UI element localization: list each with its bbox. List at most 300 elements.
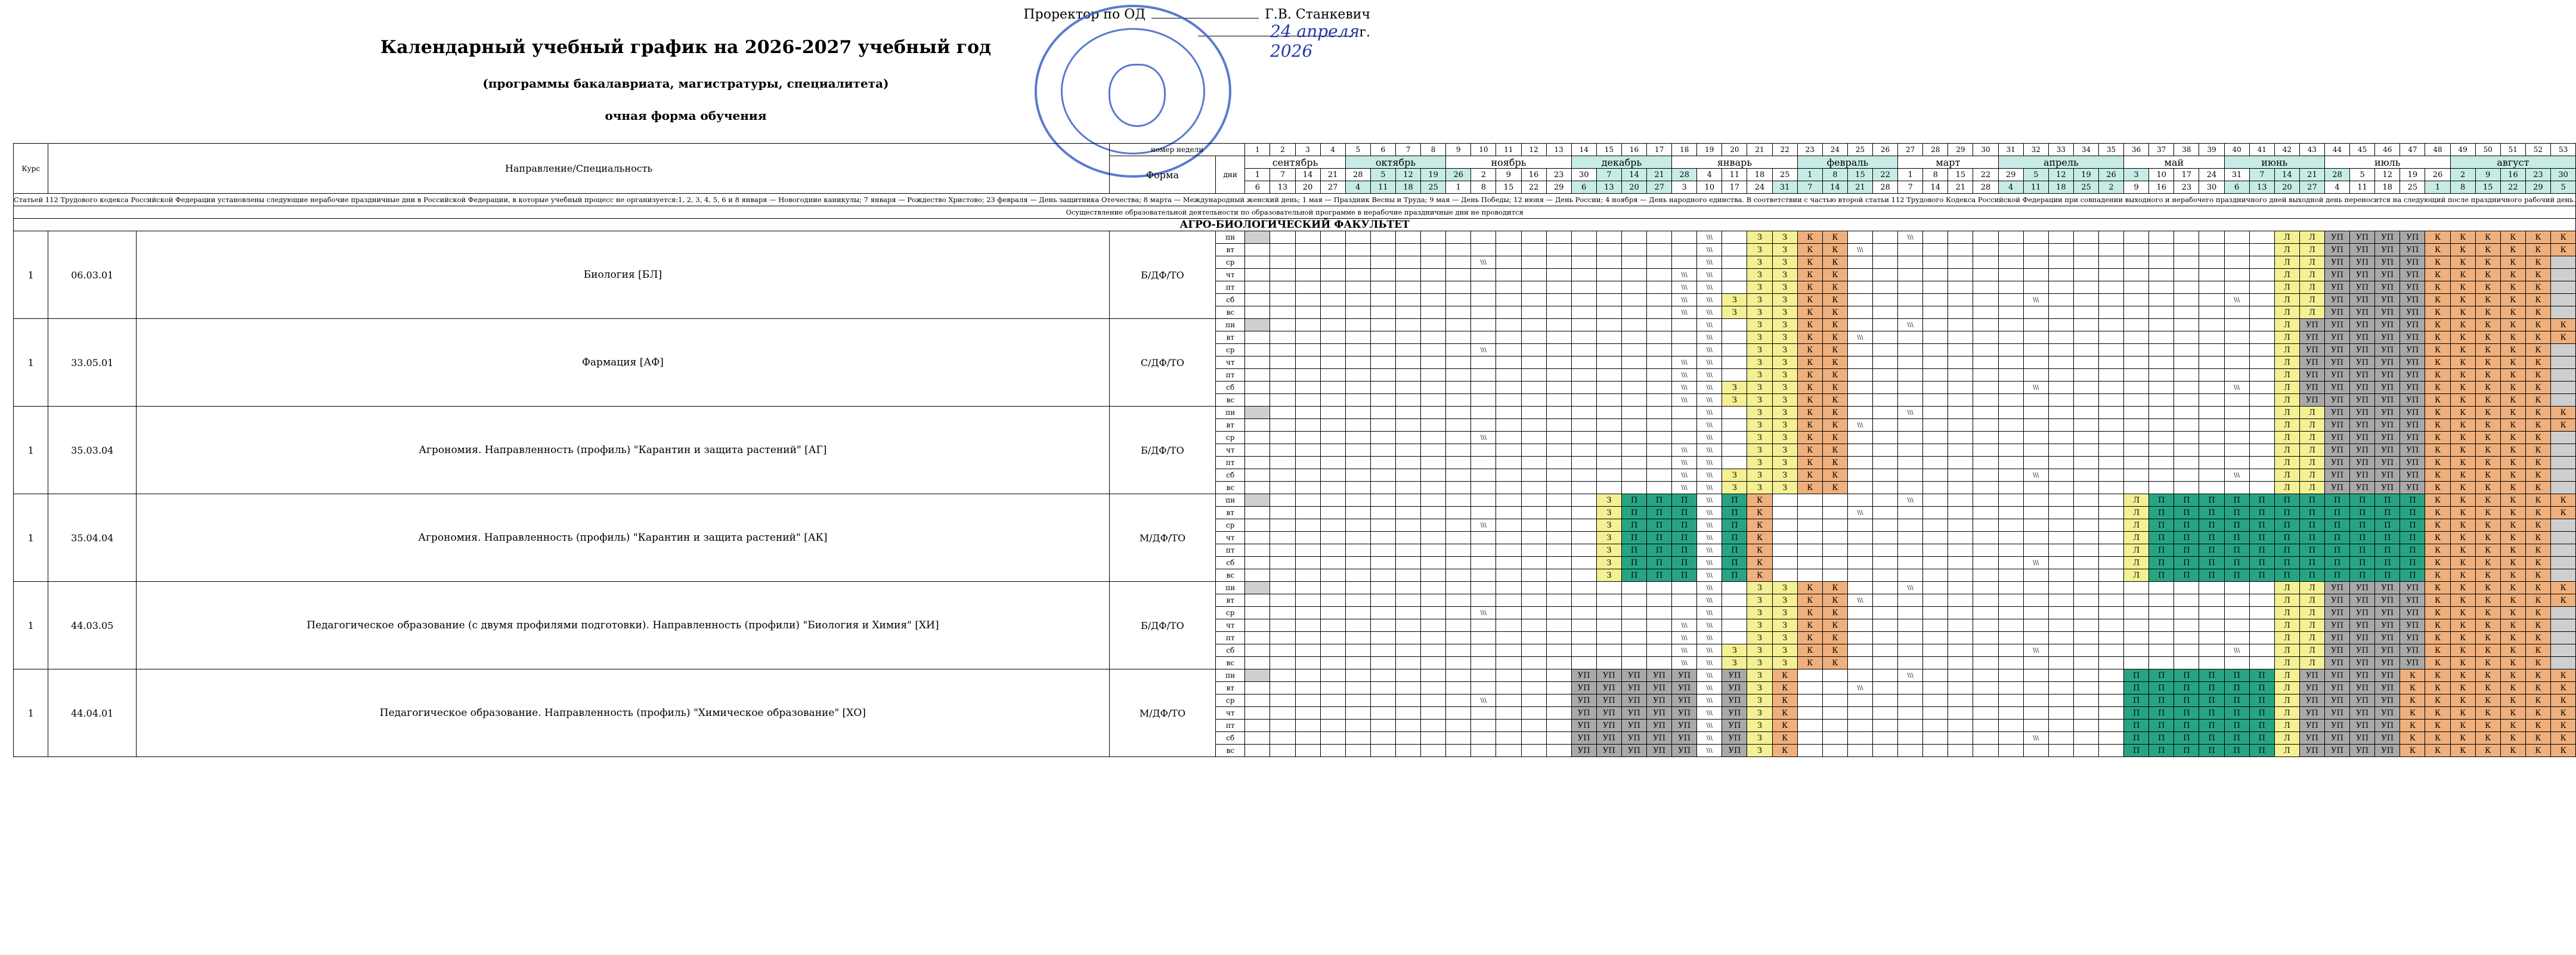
- week-start-day: 21: [1647, 169, 1672, 181]
- vacation-cell: К: [2475, 444, 2500, 457]
- edu-practice-cell: УП: [2325, 669, 2350, 682]
- empty-cell: [1421, 657, 1446, 669]
- empty-cell: [1270, 594, 1295, 607]
- empty-cell: [1446, 745, 1471, 757]
- empty-cell: [1521, 594, 1546, 607]
- edu-practice-cell: УП: [2375, 419, 2400, 432]
- edu-practice-cell: УП: [2325, 632, 2350, 644]
- hatched-cell: [1245, 582, 1270, 594]
- vacation-cell: К: [2550, 319, 2575, 331]
- empty-cell: [1923, 244, 1948, 256]
- empty-cell: [1471, 569, 1496, 582]
- empty-cell: [1446, 532, 1471, 544]
- empty-cell: [1320, 407, 1345, 419]
- hatched-cell: [2550, 382, 2575, 394]
- vacation-cell: К: [1797, 231, 1822, 244]
- course-cell: 1: [14, 407, 48, 494]
- holiday-cell: \\\: [1847, 244, 1872, 256]
- empty-cell: [1295, 582, 1320, 594]
- summer-cell: Л: [2274, 619, 2299, 632]
- empty-cell: [2174, 331, 2199, 344]
- empty-cell: [2199, 657, 2224, 669]
- vacation-cell: К: [2425, 569, 2450, 582]
- empty-cell: [1395, 382, 1420, 394]
- empty-cell: [1370, 519, 1395, 532]
- empty-cell: [2224, 594, 2249, 607]
- empty-cell: [1370, 356, 1395, 369]
- edu-practice-cell: УП: [2400, 457, 2425, 469]
- empty-cell: [1395, 269, 1420, 281]
- empty-cell: [1546, 469, 1571, 482]
- empty-cell: [1621, 356, 1646, 369]
- empty-cell: [2174, 444, 2199, 457]
- holiday-cell: \\\: [1847, 682, 1872, 694]
- summer-cell: Л: [2274, 331, 2299, 344]
- week-number: 11: [1496, 144, 1521, 156]
- vacation-cell: К: [2400, 682, 2425, 694]
- empty-cell: [1621, 594, 1646, 607]
- edu-practice-cell: УП: [2325, 356, 2350, 369]
- empty-cell: [1320, 732, 1345, 745]
- empty-cell: [1722, 632, 1747, 644]
- edu-practice-cell: УП: [2350, 582, 2375, 594]
- schedule-table: [13, 143, 2576, 757]
- empty-cell: [2124, 407, 2149, 419]
- vacation-cell: К: [2500, 607, 2525, 619]
- empty-cell: [1722, 319, 1747, 331]
- empty-cell: [1295, 457, 1320, 469]
- week-start-day: 26: [2425, 169, 2450, 181]
- empty-cell: [2073, 281, 2098, 294]
- day-name: чт: [1216, 269, 1245, 281]
- empty-cell: [1923, 281, 1948, 294]
- empty-cell: [1421, 557, 1446, 569]
- vacation-cell: К: [2500, 356, 2525, 369]
- week-start-day: 29: [1998, 169, 2023, 181]
- summer-cell: Л: [2299, 607, 2324, 619]
- empty-cell: [1395, 682, 1420, 694]
- edu-practice-cell: УП: [2400, 632, 2425, 644]
- empty-cell: [1295, 745, 1320, 757]
- practice-cell: П: [2224, 694, 2249, 707]
- vacation-cell: К: [1747, 544, 1772, 557]
- holiday-cell: \\\: [1898, 494, 1923, 507]
- edu-practice-cell: УП: [2325, 281, 2350, 294]
- empty-cell: [1847, 269, 1872, 281]
- vacation-cell: К: [2450, 519, 2475, 532]
- edu-practice-cell: УП: [2375, 582, 2400, 594]
- holiday-cell: \\\: [1697, 707, 1722, 720]
- empty-cell: [1847, 469, 1872, 482]
- empty-cell: [1295, 394, 1320, 407]
- practice-cell: П: [2124, 732, 2149, 745]
- vacation-cell: К: [2450, 569, 2475, 582]
- day-name: вс: [1216, 657, 1245, 669]
- empty-cell: [2149, 632, 2174, 644]
- empty-cell: [1998, 669, 2023, 682]
- empty-cell: [1245, 532, 1270, 544]
- summer-cell: Л: [2299, 619, 2324, 632]
- empty-cell: [2048, 682, 2073, 694]
- summer-cell: Л: [2124, 494, 2149, 507]
- vacation-cell: К: [2425, 331, 2450, 344]
- vacation-cell: К: [1822, 319, 1847, 331]
- edu-practice-cell: УП: [2325, 419, 2350, 432]
- empty-cell: [1847, 582, 1872, 594]
- holiday-cell: \\\: [1697, 281, 1722, 294]
- empty-cell: [1370, 269, 1395, 281]
- empty-cell: [1446, 720, 1471, 732]
- week-end-day: 11: [2023, 181, 2048, 194]
- empty-cell: [1345, 644, 1370, 657]
- empty-cell: [1295, 544, 1320, 557]
- exam-cell: З: [1596, 557, 1621, 569]
- empty-cell: [1245, 306, 1270, 319]
- empty-cell: [1395, 231, 1420, 244]
- empty-cell: [1345, 632, 1370, 644]
- edu-practice-cell: УП: [2375, 682, 2400, 694]
- empty-cell: [2149, 482, 2174, 494]
- empty-cell: [1496, 256, 1521, 269]
- practice-cell: П: [2325, 507, 2350, 519]
- empty-cell: [2048, 482, 2073, 494]
- vacation-cell: К: [2425, 532, 2450, 544]
- empty-cell: [1496, 532, 1521, 544]
- day-name: чт: [1216, 619, 1245, 632]
- empty-cell: [2249, 632, 2274, 644]
- empty-cell: [1596, 319, 1621, 331]
- vacation-cell: К: [2500, 256, 2525, 269]
- edu-practice-cell: УП: [2325, 306, 2350, 319]
- vacation-cell: К: [2500, 745, 2525, 757]
- empty-cell: [2073, 532, 2098, 544]
- week-start-day: 7: [2249, 169, 2274, 181]
- practice-cell: П: [2350, 507, 2375, 519]
- empty-cell: [1571, 356, 1596, 369]
- week-end-day: 18: [1395, 181, 1420, 194]
- edu-practice-cell: УП: [2350, 482, 2375, 494]
- practice-cell: П: [2149, 519, 2174, 532]
- empty-cell: [1948, 644, 1973, 657]
- empty-cell: [1320, 569, 1345, 582]
- empty-cell: [2073, 356, 2098, 369]
- week-number: 14: [1571, 144, 1596, 156]
- practice-cell: П: [2199, 557, 2224, 569]
- empty-cell: [1847, 694, 1872, 707]
- empty-cell: [1873, 619, 1898, 632]
- empty-cell: [2174, 619, 2199, 632]
- empty-cell: [1471, 394, 1496, 407]
- empty-cell: [1270, 369, 1295, 382]
- empty-cell: [1998, 457, 2023, 469]
- practice-cell: П: [2299, 507, 2324, 519]
- holiday-cell: \\\: [1697, 720, 1722, 732]
- empty-cell: [1546, 720, 1571, 732]
- empty-cell: [2073, 544, 2098, 557]
- empty-cell: [1345, 569, 1370, 582]
- summer-cell: Л: [2274, 306, 2299, 319]
- empty-cell: [1898, 720, 1923, 732]
- summer-cell: Л: [2299, 269, 2324, 281]
- exam-cell: З: [1747, 269, 1772, 281]
- week-start-day: 28: [1345, 169, 1370, 181]
- vacation-cell: К: [2500, 369, 2525, 382]
- vacation-cell: К: [2425, 507, 2450, 519]
- empty-cell: [1421, 482, 1446, 494]
- holiday-cell: \\\: [1672, 644, 1697, 657]
- week-start-day: 12: [2375, 169, 2400, 181]
- empty-cell: [2099, 594, 2124, 607]
- empty-cell: [1923, 294, 1948, 306]
- empty-cell: [1898, 306, 1923, 319]
- empty-cell: [1521, 369, 1546, 382]
- practice-cell: П: [2199, 732, 2224, 745]
- hatched-cell: [2550, 607, 2575, 619]
- vacation-cell: К: [2475, 644, 2500, 657]
- practice-cell: П: [1647, 494, 1672, 507]
- empty-cell: [1546, 532, 1571, 544]
- empty-cell: [2048, 732, 2073, 745]
- edu-practice-cell: УП: [2400, 607, 2425, 619]
- empty-cell: [1421, 394, 1446, 407]
- week-start-day: 22: [1973, 169, 1998, 181]
- exam-cell: З: [1772, 619, 1797, 632]
- empty-cell: [1546, 732, 1571, 745]
- empty-cell: [1596, 344, 1621, 356]
- empty-cell: [1898, 294, 1923, 306]
- empty-cell: [1822, 569, 1847, 582]
- empty-cell: [1295, 594, 1320, 607]
- week-number: 28: [1923, 144, 1948, 156]
- empty-cell: [1446, 432, 1471, 444]
- vacation-cell: К: [1822, 256, 1847, 269]
- empty-cell: [1395, 557, 1420, 569]
- edu-practice-cell: УП: [2325, 432, 2350, 444]
- vacation-cell: К: [1822, 294, 1847, 306]
- empty-cell: [2124, 582, 2149, 594]
- empty-cell: [1521, 582, 1546, 594]
- empty-cell: [1647, 419, 1672, 432]
- empty-cell: [1923, 544, 1948, 557]
- empty-cell: [1471, 419, 1496, 432]
- hatched-cell: [2550, 457, 2575, 469]
- summer-cell: Л: [2274, 607, 2299, 619]
- empty-cell: [1948, 231, 1973, 244]
- empty-cell: [2149, 582, 2174, 594]
- edu-practice-cell: УП: [2350, 644, 2375, 657]
- empty-cell: [1998, 469, 2023, 482]
- empty-cell: [2149, 419, 2174, 432]
- empty-cell: [1898, 594, 1923, 607]
- summer-cell: Л: [2274, 594, 2299, 607]
- empty-cell: [1521, 732, 1546, 745]
- empty-cell: [2174, 306, 2199, 319]
- empty-cell: [1873, 382, 1898, 394]
- vacation-cell: К: [2500, 244, 2525, 256]
- empty-cell: [1772, 532, 1797, 544]
- week-number: 50: [2475, 144, 2500, 156]
- day-name: вт: [1216, 682, 1245, 694]
- empty-cell: [1471, 457, 1496, 469]
- exam-cell: З: [1772, 344, 1797, 356]
- practice-cell: П: [2249, 682, 2274, 694]
- vacation-cell: К: [2525, 682, 2550, 694]
- empty-cell: [1873, 732, 1898, 745]
- empty-cell: [1496, 657, 1521, 669]
- vacation-cell: К: [2475, 519, 2500, 532]
- practice-cell: П: [2124, 669, 2149, 682]
- empty-cell: [2199, 444, 2224, 457]
- empty-cell: [1421, 732, 1446, 745]
- empty-cell: [1596, 281, 1621, 294]
- week-start-day: 1: [1898, 169, 1923, 181]
- empty-cell: [2199, 244, 2224, 256]
- empty-cell: [1521, 694, 1546, 707]
- empty-cell: [1496, 607, 1521, 619]
- empty-cell: [2023, 569, 2048, 582]
- edu-practice-cell: УП: [2325, 382, 2350, 394]
- vacation-cell: К: [2425, 269, 2450, 281]
- empty-cell: [2023, 682, 2048, 694]
- empty-cell: [1496, 469, 1521, 482]
- empty-cell: [1471, 632, 1496, 644]
- vacation-cell: К: [2425, 669, 2450, 682]
- empty-cell: [1621, 407, 1646, 419]
- practice-cell: П: [2174, 507, 2199, 519]
- empty-cell: [1345, 582, 1370, 594]
- practice-cell: П: [2375, 507, 2400, 519]
- empty-cell: [1948, 244, 1973, 256]
- edu-practice-cell: УП: [1672, 720, 1697, 732]
- empty-cell: [1295, 432, 1320, 444]
- week-end-day: 20: [1621, 181, 1646, 194]
- vacation-cell: К: [2450, 632, 2475, 644]
- vacation-cell: К: [1822, 444, 1847, 457]
- day-name: вс: [1216, 569, 1245, 582]
- vacation-cell: К: [1747, 557, 1772, 569]
- empty-cell: [1571, 619, 1596, 632]
- empty-cell: [2149, 356, 2174, 369]
- vacation-cell: К: [2500, 594, 2525, 607]
- empty-cell: [1822, 682, 1847, 694]
- edu-practice-cell: УП: [1672, 745, 1697, 757]
- vacation-cell: К: [1772, 682, 1797, 694]
- edu-practice-cell: УП: [2325, 707, 2350, 720]
- practice-cell: П: [1647, 557, 1672, 569]
- edu-practice-cell: УП: [2350, 732, 2375, 745]
- program-row: [14, 407, 2576, 419]
- empty-cell: [1948, 745, 1973, 757]
- empty-cell: [2149, 432, 2174, 444]
- vacation-cell: К: [2450, 720, 2475, 732]
- vacation-cell: К: [2450, 369, 2475, 382]
- week-start-day: 19: [2073, 169, 2098, 181]
- empty-cell: [2073, 482, 2098, 494]
- empty-cell: [1596, 369, 1621, 382]
- empty-cell: [1245, 256, 1270, 269]
- vacation-cell: К: [2425, 356, 2450, 369]
- empty-cell: [1496, 732, 1521, 745]
- study-form-line: очная форма обучения: [605, 108, 767, 123]
- empty-cell: [2048, 532, 2073, 544]
- exam-cell: З: [1747, 657, 1772, 669]
- vacation-cell: К: [2425, 544, 2450, 557]
- empty-cell: [1421, 306, 1446, 319]
- exam-cell: З: [1772, 369, 1797, 382]
- empty-cell: [1421, 382, 1446, 394]
- empty-cell: [1496, 231, 1521, 244]
- week-number: 19: [1697, 144, 1722, 156]
- exam-cell: З: [1747, 607, 1772, 619]
- holiday-cell: \\\: [2224, 469, 2249, 482]
- empty-cell: [1998, 419, 2023, 432]
- empty-cell: [1421, 619, 1446, 632]
- vacation-cell: К: [2475, 732, 2500, 745]
- hatched-cell: [1245, 494, 1270, 507]
- vacation-cell: К: [2525, 720, 2550, 732]
- vacation-cell: К: [2425, 369, 2450, 382]
- empty-cell: [1295, 369, 1320, 382]
- empty-cell: [1446, 344, 1471, 356]
- empty-cell: [1320, 281, 1345, 294]
- empty-cell: [1873, 682, 1898, 694]
- empty-cell: [1973, 669, 1998, 682]
- empty-cell: [1973, 519, 1998, 532]
- empty-cell: [1320, 482, 1345, 494]
- empty-cell: [1320, 394, 1345, 407]
- empty-cell: [1822, 745, 1847, 757]
- empty-cell: [2224, 319, 2249, 331]
- edu-practice-cell: УП: [1647, 682, 1672, 694]
- empty-cell: [2048, 544, 2073, 557]
- edu-practice-cell: УП: [2375, 432, 2400, 444]
- week-end-day: 25: [1421, 181, 1446, 194]
- vacation-cell: К: [2500, 657, 2525, 669]
- vacation-cell: К: [2525, 444, 2550, 457]
- empty-cell: [2149, 281, 2174, 294]
- day-name: сб: [1216, 294, 1245, 306]
- holiday-cell: \\\: [1847, 331, 1872, 344]
- empty-cell: [1722, 444, 1747, 457]
- empty-cell: [1270, 532, 1295, 544]
- practice-cell: П: [2199, 707, 2224, 720]
- empty-cell: [1395, 732, 1420, 745]
- empty-cell: [1998, 607, 2023, 619]
- week-number: 20: [1722, 144, 1747, 156]
- empty-cell: [1923, 745, 1948, 757]
- empty-cell: [1973, 532, 1998, 544]
- week-start-day: 30: [1571, 169, 1596, 181]
- empty-cell: [2174, 657, 2199, 669]
- hatched-cell: [2550, 657, 2575, 669]
- vacation-cell: К: [1797, 244, 1822, 256]
- program-row: [14, 494, 2576, 507]
- edu-practice-cell: УП: [1621, 720, 1646, 732]
- empty-cell: [1571, 281, 1596, 294]
- empty-cell: [2149, 394, 2174, 407]
- edu-practice-cell: УП: [2400, 306, 2425, 319]
- week-number: 38: [2174, 144, 2199, 156]
- empty-cell: [2199, 619, 2224, 632]
- edu-practice-cell: УП: [2350, 331, 2375, 344]
- holiday-cell: \\\: [1471, 694, 1496, 707]
- empty-cell: [1873, 319, 1898, 331]
- vacation-cell: К: [1797, 582, 1822, 594]
- edu-practice-cell: УП: [2400, 256, 2425, 269]
- vacation-cell: К: [2475, 457, 2500, 469]
- week-end-day: 6: [1571, 181, 1596, 194]
- edu-practice-cell: УП: [2325, 694, 2350, 707]
